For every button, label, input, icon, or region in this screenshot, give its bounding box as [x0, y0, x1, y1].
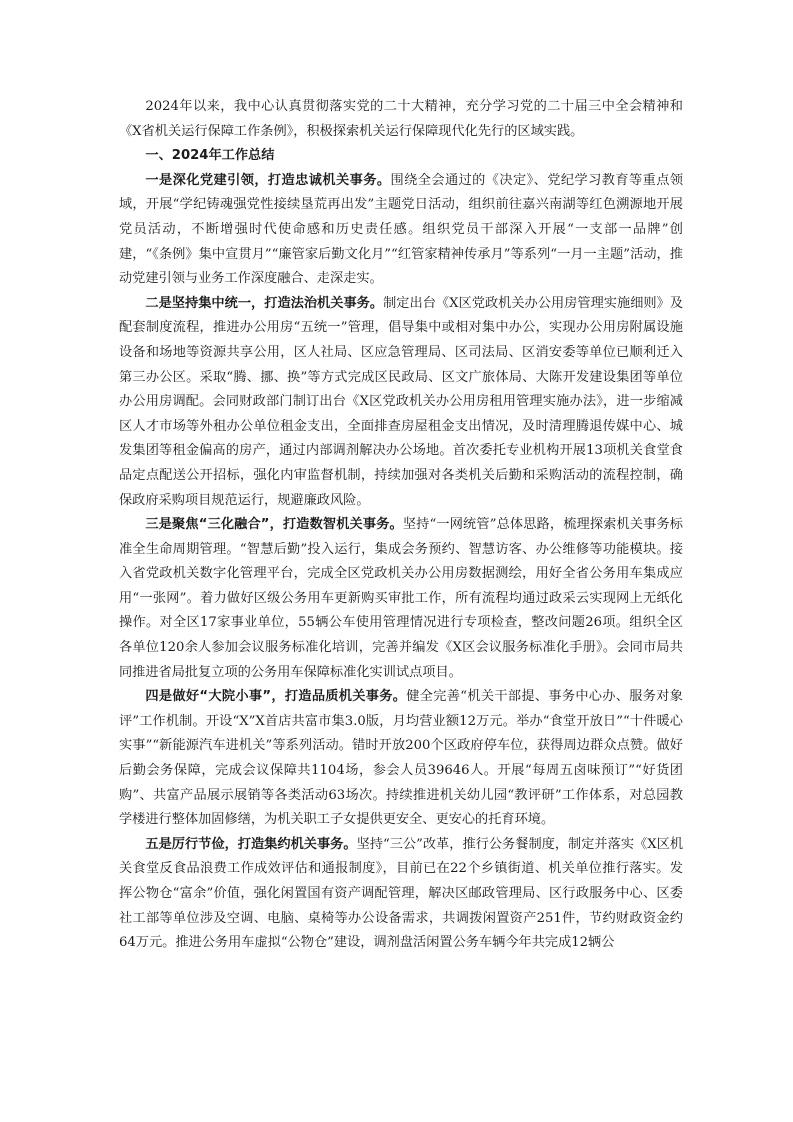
- paragraph-3-lead: 三是聚焦“三化融合”，打造数智机关事务。: [145, 517, 403, 533]
- paragraph-5: [119, 833, 683, 956]
- paragraph-4: [119, 685, 683, 833]
- paragraph-4-body: 健全完善“机关干部提、事务中心办、服务对象评”工作机制。开设“X”X首店共富市集3.0版，月均营业额12万元。举办“食堂开放日”“十件暖心实事”“新能源汽车进机关”等系列活动。错时开放200个区政府停车位，获得周边群众点赞。做好后勤会务保障，完成会议保障共1104场，参会人员39646人。开展“每周五卤味预订”“好货团购”、共富产品展示展销等各类活动63场次。持续推进机关幼儿园“教评研”工作体系，对总园教学楼进行整体加固修缮，为机关职工子女提供更安全、更安心的托育环境。: [119, 689, 683, 828]
- paragraph-3-body: 坚持“一网统管”总体思路，梳理探索机关事务标准全生命周期管理。“智慧后勤”投入运行，集成会务预约、智慧访客、办公维修等功能模块。接入省党政机关数字化管理平台，完成全区党政机关办公用房数据测绘，用好全省公务用车集成应用“一张网”。着力做好区级公务用车更新购买审批工作，所有流程均通过政采云实现网上无纸化操作。对全区17家事业单位，55辆公车使用管理情况进行专项检查，整改问题26项。组织全区各单位120余人参加会议服务标准化培训，完善并编发《X区会议服务标准化手册》。会同市局共同推进省局批复立项的公务用车保障标准化实训试点项目。: [119, 517, 683, 680]
- intro-paragraph: 2024年以来，我中心认真贯彻落实党的二十大精神，充分学习党的二十届三中全会精神和《X省机关运行保障工作条例》，积极探索机关运行保障现代化先行的区域实践。: [119, 99, 683, 139]
- paragraph-2-lead: 二是坚持集中统一，打造法治机关事务。: [145, 295, 384, 311]
- paragraph-5-body: 坚持“三公”改革，推行公务餐制度，制定并落实《X区机关食堂反食品浪费工作成效评估和通报制度》，目前已在22个乡镇街道、机关单位推行落实。发挥公物仓“富余”价值，强化闲置国有资产调配管理，解决区邮政管理局、区行政服务中心、区委社工部等单位涉及空调、电脑、桌椅等办公设备需求，共调拨闲置资产251件，节约财政资金约64万元。推进公务用车虚拟“公物仓”建设，调剂盘活闲置公务车辆今年共完成12辆公: [119, 836, 684, 951]
- document-page: [119, 95, 683, 956]
- paragraph-2: [119, 292, 683, 513]
- paragraph-1-lead: 一是深化党建引领，打造忠诚机关事务。: [145, 172, 391, 188]
- paragraph-1-body: 围绕全会通过的《决定》、党纪学习教育等重点领域，开展“学纪铸魂强党性接续垦荒再出发”主题党日活动，组织前往嘉兴南湖等红色溯源地开展党员活动，不断增强时代使命感和历史责任感。组织党员干部深入开展“一支部一品牌”创建，“《条例》集中宣贯月”“廉管家后勤文化月”“红管家精神传承月”等系列“一月一主题”活动，推动党建引领与业务工作深度融合、走深走实。: [119, 172, 684, 287]
- paragraph-2-body: 制定出台《X区党政机关办公用房管理实施细则》及配套制度流程，推进办公用房“五统一”管理，倡导集中或相对集中办公，实现办公用房附属设施设备和场地等资源共享公用，区人社局、区应急管理局、区司法局、区消安委等单位已顺利迁入第三办公区。采取“腾、挪、换”等方式完成区民政局、区文广旅体局、大陈开发建设集团等单位办公用房调配。会同财政部门制订出台《X区党政机关办公用房租用管理实施办法》，进一步缩减区人才市场等外租办公单位租金支出，全面排查房屋租金支出情况，及时清理腾退传媒中心、城发集团等租金偏高的房产，通过内部调剂解决办公场地。首次委托专业机构开展13项机关食堂食品定点配送公开招标，强化内审监督机制，持续加强对各类机关后勤和采购活动的流程控制，确保政府采购项目规范运行，规避廉政风险。: [119, 295, 684, 508]
- paragraph-3: [119, 513, 683, 685]
- paragraph-1: [119, 169, 683, 292]
- section-heading: 一、2024年工作总结: [145, 148, 275, 164]
- paragraph-4-lead: 四是做好“大院小事”，打造品质机关事务。: [145, 689, 407, 705]
- paragraph-5-lead: 五是厉行节俭，打造集约机关事务。: [145, 836, 357, 852]
